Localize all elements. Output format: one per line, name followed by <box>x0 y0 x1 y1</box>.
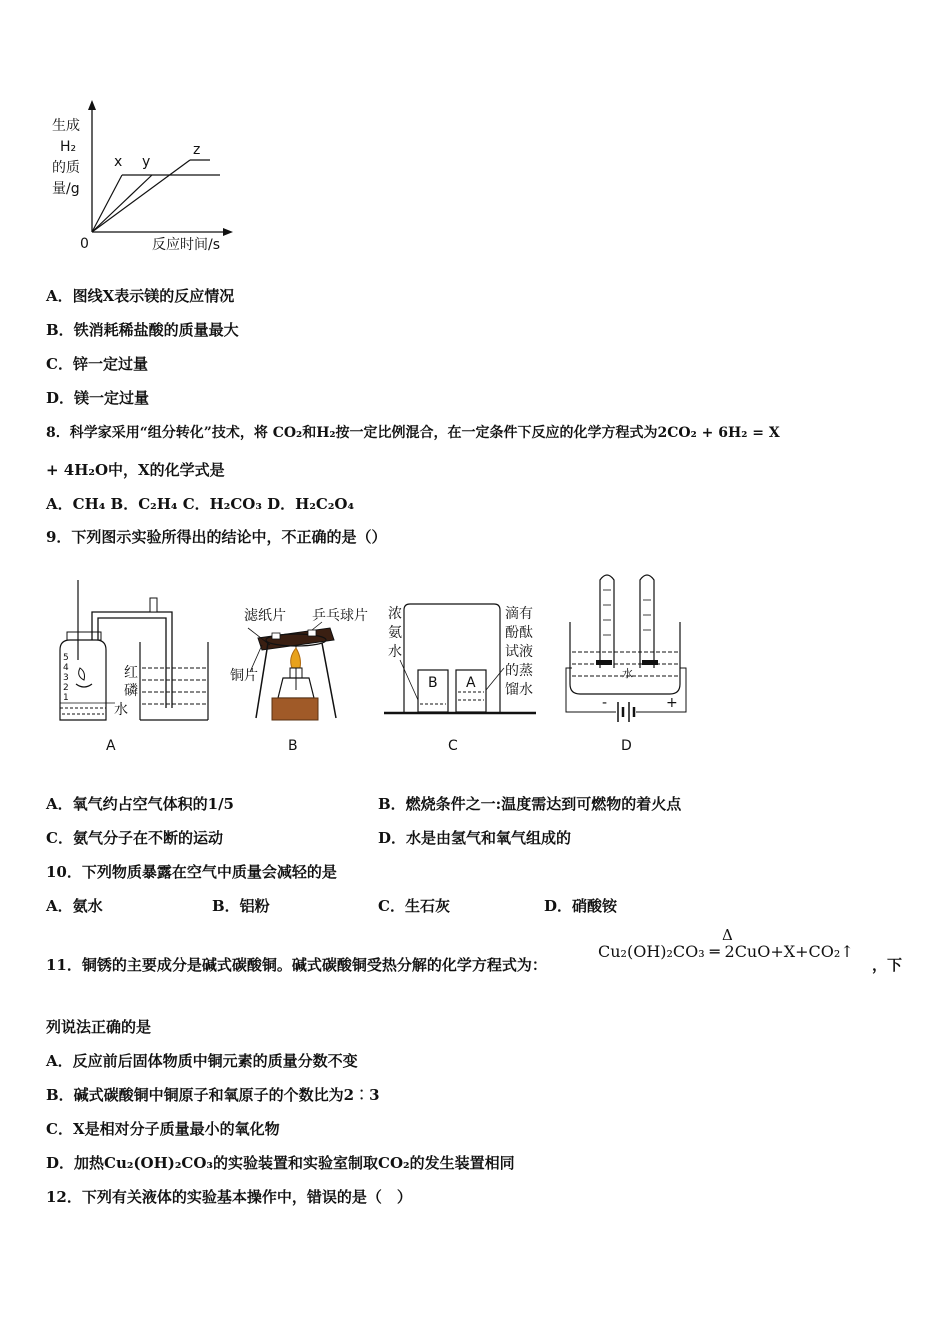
fig-c-label-ammonia: 氨 <box>388 625 402 641</box>
q10-option-b: B．铝粉 <box>212 897 270 915</box>
q11-equation: Cu₂(OH)₂CO₃ ═ 2CuO+X+CO₂↑ <box>598 942 854 961</box>
fig-c-label-r3: 试液 <box>505 644 533 660</box>
fig-d-label-minus: - <box>602 695 608 711</box>
fig-c-label-r4: 的蒸 <box>505 663 533 679</box>
fig-d-label-water: 水 <box>622 667 633 680</box>
fig-c-beaker-b: B <box>428 675 438 691</box>
fig-a-label-red: 红 <box>124 665 138 681</box>
q9-option-a: A．氧气约占空气体积的1/5 <box>46 795 234 813</box>
q9-option-d: D．水是由氢气和氧气组成的 <box>378 829 572 847</box>
fig-b-caption: B <box>288 738 298 754</box>
fig-a-label-phosphorus: 磷 <box>124 683 138 699</box>
q8-options: A．CH₄ B．C₂H₄ C．H₂CO₃ D．H₂C₂O₄ <box>46 495 355 513</box>
q7-option-a: A．图线X表示镁的反应情况 <box>46 287 235 305</box>
y-axis-label-4: 量/g <box>52 181 80 197</box>
q10-option-a: A．氨水 <box>46 897 103 915</box>
curve-label-x: x <box>114 154 123 170</box>
fig-b-label-copper: 铜片 <box>230 668 258 684</box>
q11-option-a: A．反应前后固体物质中铜元素的质量分数不变 <box>46 1052 358 1070</box>
fig-c-label-conc: 浓 <box>388 606 402 622</box>
fig-c-label-r5: 馏水 <box>505 682 533 698</box>
q11-option-d: D．加热Cu₂(OH)₂CO₃的实验装置和实验室制取CO₂的发生装置相同 <box>46 1154 515 1172</box>
fig-c-caption: C <box>448 738 458 754</box>
curve-label-y: y <box>142 154 151 170</box>
fig-a-scale-5: 5 <box>63 653 69 663</box>
fig-c-label-r1: 滴有 <box>505 606 533 622</box>
q12-stem: 12．下列有关液体的实验基本操作中，错误的是（ ） <box>46 1188 412 1206</box>
q11-stem-line2: 列说法正确的是 <box>46 1018 152 1036</box>
fig-c-label-water: 水 <box>388 644 402 660</box>
q7-option-c: C．锌一定过量 <box>46 355 148 373</box>
fig-a-scale-3: 3 <box>63 673 69 683</box>
q11-stem-tail: ，下 <box>872 956 903 974</box>
q8-stem-line1: 8．科学家采用“组分转化”技术，将 CO₂和H₂按一定比例混合，在一定条件下反应的化学方程式为2CO₂ + 6H₂ = X <box>46 425 780 441</box>
q10-stem: 10．下列物质暴露在空气中质量会减轻的是 <box>46 863 337 881</box>
q11-stem: 11．铜锈的主要成分是碱式碳酸铜。碱式碳酸铜受热分解的化学方程式为： <box>46 956 547 974</box>
origin-label: 0 <box>80 236 89 252</box>
q11-option-b: B．碱式碳酸铜中铜原子和氧原子的个数比为2︰3 <box>46 1086 380 1104</box>
fig-a-scale-2: 2 <box>63 683 69 693</box>
curve-label-z: z <box>193 142 201 158</box>
y-axis-label-3: 的质 <box>52 160 80 176</box>
fig-a-caption: A <box>106 738 116 754</box>
fig-a-scale-4: 4 <box>63 663 69 673</box>
q11-equation-condition: Δ <box>722 926 733 944</box>
q10-option-d: D．硝酸铵 <box>544 897 618 915</box>
fig-c-label-r2: 酚酞 <box>505 625 533 641</box>
fig-a-label-water: 水 <box>114 702 128 718</box>
q9-option-c: C．氨气分子在不断的运动 <box>46 829 223 847</box>
q11-option-c: C．X是相对分子质量最小的氧化物 <box>46 1120 280 1138</box>
x-axis-label: 反应时间/s <box>152 237 221 253</box>
q9-option-b: B．燃烧条件之一:温度需达到可燃物的着火点 <box>378 795 682 813</box>
fig-a-scale-1: 1 <box>63 693 69 703</box>
fig-d-label-plus: + <box>666 695 678 711</box>
q7-option-b: B．铁消耗稀盐酸的质量最大 <box>46 321 239 339</box>
fig-b-label-pingpong: 乒乓球片 <box>312 608 368 624</box>
q10-option-c: C．生石灰 <box>378 897 450 915</box>
y-axis-label-1: 生成 <box>52 118 80 134</box>
fig-c-beaker-a: A <box>466 675 476 691</box>
fig-b-label-filter-paper: 滤纸片 <box>244 608 286 624</box>
fig-d-caption: D <box>621 738 632 754</box>
q7-option-d: D．镁一定过量 <box>46 389 150 407</box>
y-axis-label-2: H₂ <box>60 139 77 155</box>
q8-stem-line2: + 4H₂O中，X的化学式是 <box>46 461 225 479</box>
q9-stem: 9．下列图示实验所得出的结论中，不正确的是（） <box>46 528 387 546</box>
